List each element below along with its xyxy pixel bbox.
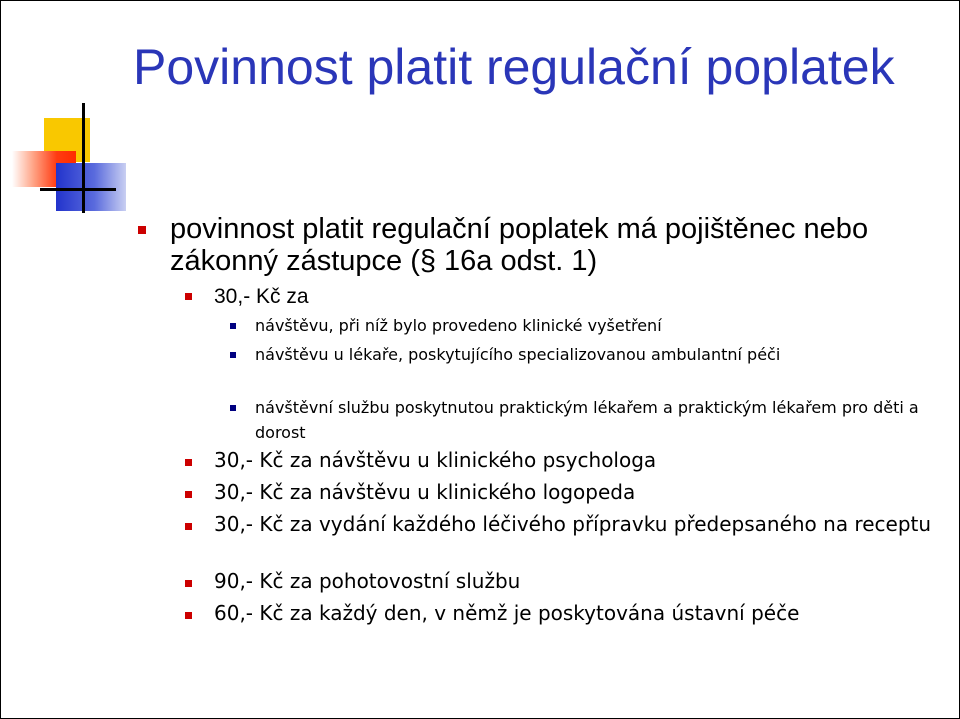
list-item-text: 30,- Kč za: [214, 285, 309, 308]
list-item-main: [170, 213, 930, 277]
sub-item-text: návštěvu u lékaře, poskytujícího specializovanou ambulantní péči: [255, 345, 781, 364]
list-item-logoped: [214, 480, 934, 505]
list-item-pohotovost: [214, 569, 934, 594]
list-item-text: 90,- Kč za pohotovostní službu: [214, 569, 521, 593]
sub-item-navstevni-sluzba: [255, 395, 935, 445]
logo-vertical-line: [82, 103, 85, 213]
bullet-icon: [185, 612, 192, 619]
list-item-psycholog: [214, 448, 934, 473]
sub-item-text: návštěvní službu poskytnutou praktickým lékařem a praktickým lékařem pro děti a dorost: [255, 398, 919, 442]
logo-blue-square: [56, 163, 126, 211]
list-item-text: 60,- Kč za každý den, v němž je poskytována ústavní péče: [214, 601, 800, 625]
list-item-text: 30,- Kč za návštěvu u klinického logopeda: [214, 480, 636, 504]
bullet-icon: [138, 226, 146, 234]
sub-item-vysetreni: [255, 313, 915, 338]
list-item-recept: [214, 512, 934, 537]
list-item-ustavni: [214, 601, 934, 626]
sub-item-specializovana: [255, 342, 915, 367]
bullet-icon: [185, 491, 192, 498]
list-item-text: 30,- Kč za návštěvu u klinického psychologa: [214, 448, 657, 472]
bullet-icon: [185, 580, 192, 587]
bullet-icon: [230, 405, 236, 411]
logo-horizontal-line: [40, 188, 116, 191]
slide-title: Povinnost platit regulační poplatek: [133, 39, 895, 95]
bullet-icon: [185, 523, 192, 530]
list-item-fee30: [214, 284, 914, 310]
bullet-icon: [230, 323, 236, 329]
list-item-text: 30,- Kč za vydání každého léčivého přípravku předepsaného na receptu: [214, 512, 932, 536]
bullet-icon: [185, 459, 192, 466]
bullet-icon: [230, 352, 236, 358]
list-item-text: povinnost platit regulační poplatek má pojištěnec nebo zákonný zástupce (§ 16a odst. 1): [170, 213, 869, 277]
sub-item-text: návštěvu, při níž bylo provedeno klinické vyšetření: [255, 316, 662, 335]
bullet-icon: [185, 293, 192, 300]
